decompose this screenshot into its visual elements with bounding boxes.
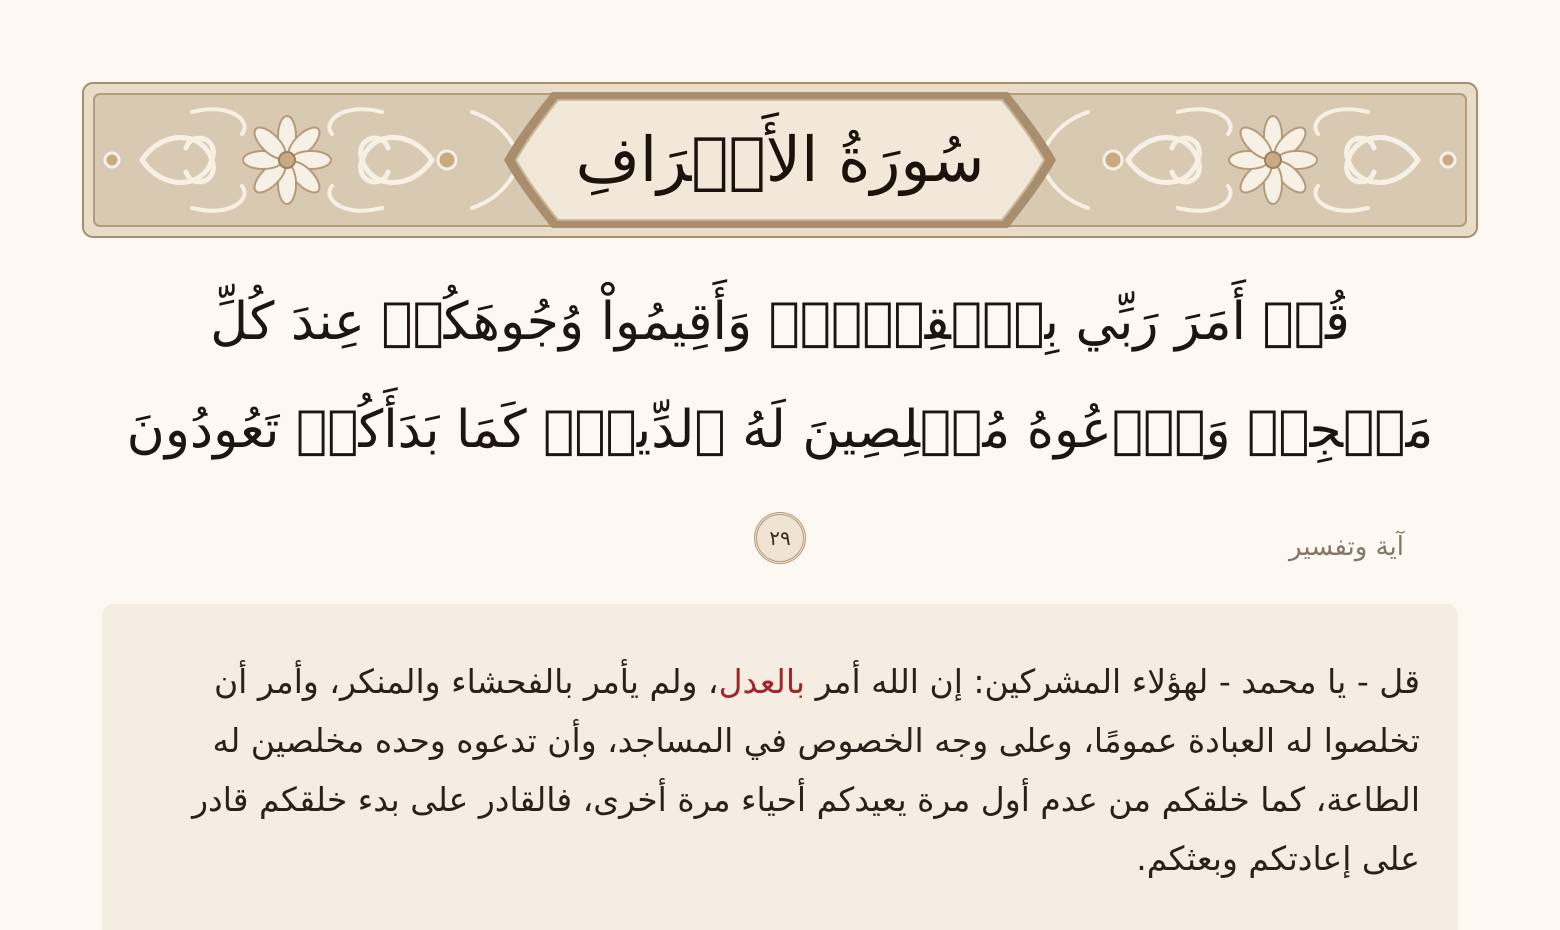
surah-title: سُورَةُ الأَعۡرَافِ [575,123,985,196]
section-label: آية وتفسير [1289,532,1404,562]
tafsir-text-part2: ، ولم يأمر بالفحشاء والمنكر، وأمر أن تخلصوا له العبادة عمومًا، وعلى وجه الخصوص في المساجد، وأن تدعوه وحده مخلصين له الطاعة، كما خلقكم من عدم أول مرة يعيدكم أحياء مرة أخرى، فالقادر على بدء خلقكم قادر على إعادتكم وبعثكم. [192,662,1420,878]
tafsir-text [140,652,1420,888]
verse-text: قُلۡ أَمَرَ رَبِّي بِٱلۡقِسۡطِۖ وَأَقِيمُواْ وُجُوهَكُمۡ عِندَ كُلِّ مَسۡجِدٖ وَٱدۡعُوهُ مُخۡلِصِينَ لَهُ ٱلدِّينَۚ كَمَا بَدَأَكُمۡ تَعُودُونَ [126,292,1434,460]
ayah-number-badge: ٢٩ [754,512,806,564]
verse-text-block [110,268,1450,592]
tafsir-highlight: بالعدل [718,662,806,701]
tafsir-text-part1: قل - يا محمد - لهؤلاء المشركين: إن الله أمر [805,662,1420,701]
